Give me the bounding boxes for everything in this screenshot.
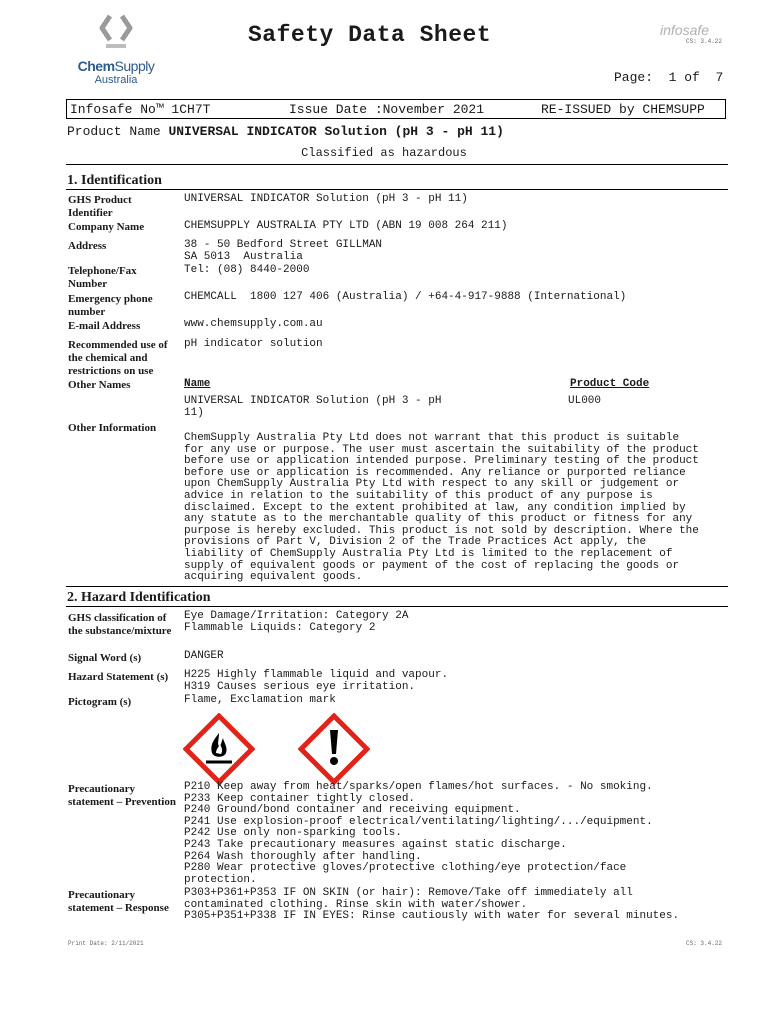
cs-version-footer: CS: 3.4.22: [686, 940, 723, 947]
ghs-product-identifier-label: GHS Product Identifier: [68, 194, 132, 219]
other-names-name: UNIVERSAL INDICATOR Solution (pH 3 - pH 11): [184, 395, 442, 419]
section-rule: [66, 606, 728, 607]
issue-date: Issue Date :November 2021: [289, 102, 485, 117]
signal-word-label: Signal Word (s): [68, 652, 142, 664]
logo-brand-text: ChemSupply: [77, 58, 155, 74]
email-label: E-mail Address: [68, 320, 141, 332]
print-date: Print Date: 2/11/2021: [68, 940, 144, 947]
emergency-phone: CHEMCALL 1800 127 406 (Australia) / +64-4-917-9888 (International): [184, 291, 627, 303]
chemsupply-logo: [72, 14, 160, 86]
pictogram-names: Flame, Exclamation mark: [184, 694, 336, 706]
section-heading-hazard: 2. Hazard Identification: [67, 590, 211, 605]
other-names-code: UL000: [568, 395, 602, 407]
reissued-by: RE-ISSUED by CHEMSUPP: [541, 102, 705, 117]
product-name-line: Product Name UNIVERSAL INDICATOR Solution (pH 3 - pH 11): [67, 124, 504, 139]
flame-icon: [183, 713, 255, 785]
address: 38 - 50 Bedford Street GILLMAN SA 5013 Australia: [184, 239, 383, 263]
pictogram-label: Pictogram (s): [68, 696, 132, 708]
infosafe-number: Infosafe No™ 1CH7T: [70, 102, 211, 117]
page-indicator: Page: 1 of 7: [614, 70, 724, 85]
other-info: ChemSupply Australia Pty Ltd does not warrant that this product is suitable for any use or purpose. The user must ascertain the suitability of the product before use or application intended purpose. Preliminary testing of the product before use or application is recommended. Any reliance or purported reliance upon ChemSupply Australia Pty Ltd with respect to any skill or judgement or advice in relation to the suitability of this product of any purpose is disclaimed. Except to the extent prohibited at law, any condition implied by any statute as to the merchantable quality of this product or fitness for any purpose is hereby excluded. This product is not sold by description. Where the provisions of Part V, Division 2 of the Trade Practices Act apply, the liability of ChemSupply Australia Pty Ltd is limited to the replacement of supply of equivalent goods or payment of the cost of replacing the goods or acquiring equivalent goods.: [184, 432, 699, 584]
section-rule: [66, 586, 728, 587]
other-names-name-header: Name: [184, 378, 211, 390]
ghs-product-identifier: UNIVERSAL INDICATOR Solution (pH 3 - pH 11): [184, 193, 468, 205]
other-names-label: Other Names: [68, 379, 131, 391]
company-name: CHEMSUPPLY AUSTRALIA PTY LTD (ABN 19 008 264 211): [184, 220, 508, 232]
response-statements: P303+P361+P353 IF ON SKIN (or hair): Remove/Take off immediately all contaminated clothing. Rinse skin with water/shower. P305+P351+P338 IF IN EYES: Rinse cautiously with water for several minutes.: [184, 887, 680, 923]
logo-country-text: Australia: [94, 74, 138, 86]
page-title: Safety Data Sheet: [248, 22, 492, 48]
hazard-classification: Classified as hazardous: [301, 146, 467, 160]
prevention-label: Precautionary statement – Prevention: [68, 783, 176, 808]
emergency-phone-label: Emergency phone number: [68, 293, 153, 318]
response-label: Precautionary statement – Response: [68, 889, 169, 914]
address-label: Address: [68, 240, 107, 252]
telephone-label: Telephone/Fax Number: [68, 265, 137, 290]
recommended-use-label: Recommended use of the chemical and restrictions on use: [68, 339, 168, 377]
telephone: Tel: (08) 8440-2000: [184, 264, 310, 276]
section-rule: [66, 189, 728, 190]
chemsupply-logo-mark-icon: [96, 14, 136, 54]
infosafe-info-box: [66, 99, 726, 119]
section-heading-identification: 1. Identification: [67, 173, 162, 188]
exclamation-mark-icon: [298, 713, 370, 785]
other-info-label: Other Information: [68, 422, 157, 434]
recommended-use: pH indicator solution: [184, 338, 323, 350]
email-address: www.chemsupply.com.au: [184, 318, 323, 330]
cs-version-top: CS: 3.4.22: [686, 38, 723, 45]
section-rule: [66, 164, 728, 165]
prevention-statements: P210 Keep away from heat/sparks/open flames/hot surfaces. - No smoking. P233 Keep container tightly closed. P240 Ground/bond container and receiving equipment. P241 Use explosion-proof electrical/ventilating/lighting/.../equipment. P242 Use only non-sparking tools. P243 Take precautionary measures against static discharge. P264 Wash thoroughly after handling. P280 Wear protective gloves/protective clothing/eye protection/face protection.: [184, 781, 653, 886]
company-name-label: Company Name: [68, 221, 145, 233]
infosafe-logo: infosafe: [660, 22, 710, 38]
hazard-statement: H225 Highly flammable liquid and vapour. H319 Causes serious eye irritation.: [184, 669, 449, 693]
other-names-code-header: Product Code: [570, 378, 650, 390]
ghs-classification-label: GHS classification of the substance/mixture: [68, 612, 172, 637]
hazard-statement-label: Hazard Statement (s): [68, 671, 169, 683]
signal-word: DANGER: [184, 650, 224, 662]
ghs-classification: Eye Damage/Irritation: Category 2A Flammable Liquids: Category 2: [184, 610, 409, 634]
